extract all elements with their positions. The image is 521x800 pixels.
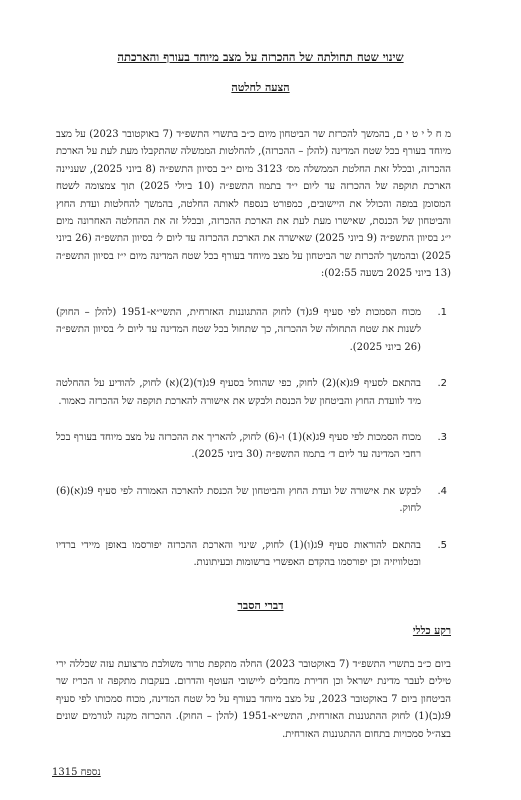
intro-paragraph: מ ח ל י ט י ם, בהמשך להכרזת שר הביטחון מיום כ״ב בתשרי התשפ״ד (7 באוקטובר 2023) על מצב מיוחד בעורף בכל שטח המדינה (להלן – ההכרזה), להחלטות הממשלה שהתקבלו מעת לעת על הארכת ההכרזה, ובכלל זאת החלטת הממשלה מס׳ 3123 מיום י״ב בסיוון התשפ״ה (8 ביוני 2025), שעניינה הארכת תוקפה של ההכרזה עד ליום י״ד בתמוז התשפ״ה (10 ביולי 2025) תוך צמצומה לשטח המסומן במפה והכולל את היישובים, כמפורט בנספח לאותה החלטה, בהמשך להחלטות ועדת החוץ והביטחון של הכנסת, שאישרו מעת לעת את הארכת ההכרזה, ובכלל זה את ההחלטה האחרונה מיום י״ג בסיוון התשפ״ה (9 ביוני 2025) שאישרה את הארכת ההכרזה עד ליום ל׳ בסיוון התשפ״ה (26 ביוני 2025) ובהמשך להכרזת שר הביטחון על מצב מיוחד בעורף בכל שטח המדינה מיום י״ז בסיוון התשפ״ה (13 ביוני 2025 בשעה 02:55): [56, 129, 452, 280]
item-number: 1. [437, 307, 447, 318]
item-text: בהתאם לסעיף 9ג(א)(2) לחוק, כפי שהוחל בסעיף 9ג(ד)(2)(א) לחוק, להודיע על ההחלטה מיד לוועדת החוץ והביטחון של הכנסת ולבקש את אישורה להארכת תוקפה של ההכרזה כאמור. [56, 378, 421, 407]
explanation-title: דברי הסבר [237, 599, 284, 612]
item-text: לבקש את אישורה של ועדת החוץ והביטחון של הכנסת להארכה האמורה לפי סעיף 9ג(א)(6) לחוק. [56, 485, 421, 515]
decision-items-list [56, 304, 451, 590]
background-paragraph: ביום כ״ב בתשרי התשפ״ד (7 באוקטובר 2023) החלה מתקפת טרור משולבת מרצועת עזה שכללה ירי טילים לעבר מדינת ישראל וכן חדירת מחבלים ליישובי העוטף והדרום. בעקבות מתקפה זו הכריז שר הביטחון ביום 7 באוקטובר 2023, על מצב מיוחד בעורף על כל שטח המדינה, מכוח סמכותו לפי סעיף 9ג(ב)(1) לחוק ההתגוננות האזרחית, התשי״א-1951 (להלן – החוק). ההכרזה מקנה לגורמים שונים בצה״ל סמכויות בתחום ההתגוננות האזרחית. [56, 659, 451, 740]
decision-item [56, 537, 451, 572]
item-text: מכוח הסמכות לפי סעיף 9ג(ד) לחוק ההתגוננות האזרחית, התשי״א-1951 (להלן – החוק) לשנות את שטח התחולה של ההכרזה, כך שתחול בכל שטח המדינה עד ליום ל׳ בסיוון התשפ״ה (26 ביוני 2025). [56, 307, 422, 353]
item-text: מכוח הסמכות לפי סעיף 9ג(א)(1) ו-(6) לחוק, להאריך את ההכרזה על מצב מיוחד בעורף בכל רחבי המדינה עד ליום ד׳ בתמוז התשפ״ה (30 ביוני 2025). [56, 432, 421, 461]
decision-item [56, 429, 451, 464]
item-number: 3. [437, 432, 447, 444]
decision-item [56, 483, 451, 518]
document-title: שינוי שטח תחולתה של ההכרזה על מצב מיוחד בעורף והארכתה [117, 50, 404, 64]
decision-item [56, 375, 451, 410]
background-heading: רקע כללי [412, 625, 451, 637]
item-text: בהתאם להוראות סעיף 9ג(ו)(1) לחוק, שינוי והארכת ההכרזה יפורסמו באופן מיידי ברדיו ובטלוויזיה וכן יפורסמו בהקדם האפשרי ברשומות ובעיתונות. [56, 539, 422, 569]
item-number: 5. [437, 539, 447, 551]
item-number: 2. [437, 378, 447, 390]
proposal-subtitle: הצעה לחלטה [231, 81, 290, 94]
decision-item [56, 304, 451, 356]
item-number: 4. [437, 485, 447, 497]
appendix-footer: נספח 1315 [52, 767, 101, 778]
